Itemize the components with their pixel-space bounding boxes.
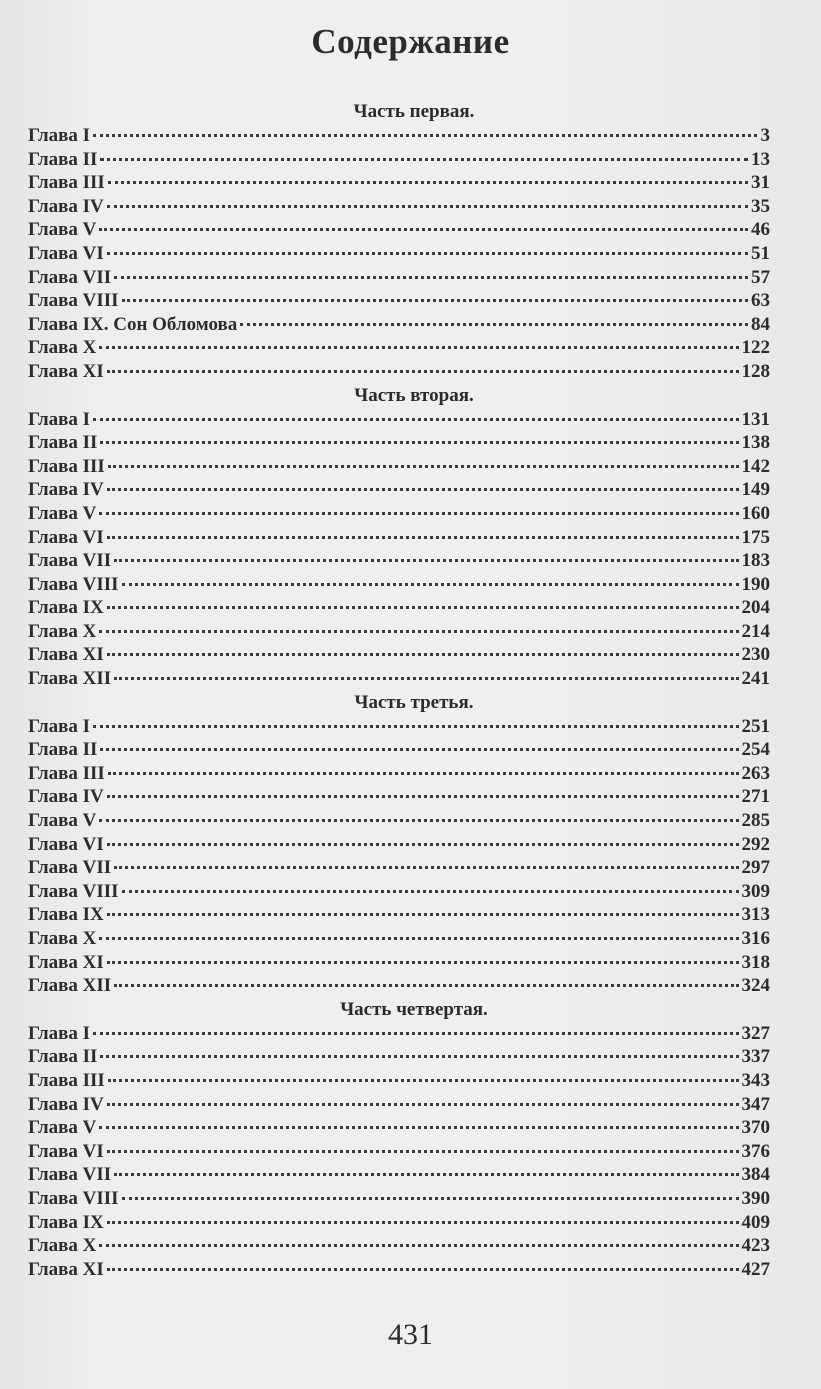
- dot-leader: [107, 606, 739, 609]
- page-number: 431: [388, 1318, 433, 1351]
- chapter-page-number: 316: [741, 928, 770, 949]
- chapter-label: Глава I: [28, 715, 91, 737]
- chapter-page-number: 343: [741, 1069, 770, 1091]
- dot-leader: [99, 937, 738, 940]
- chapter-page-number: 390: [741, 1187, 770, 1209]
- dot-leader: [122, 583, 739, 586]
- chapter-label: Глава VIII: [28, 290, 119, 312]
- chapter-label: Глава VI: [28, 242, 104, 264]
- dot-leader: [108, 1079, 739, 1082]
- toc-entry: [28, 502, 770, 526]
- chapter-label: Глава VIII: [28, 1187, 119, 1209]
- chapter-page-number: 131: [741, 408, 770, 430]
- toc-entry: [28, 1022, 770, 1046]
- chapter-label: Глава VIII: [28, 880, 119, 902]
- toc-entry: [28, 1069, 770, 1093]
- chapter-label: Глава VI: [28, 833, 104, 855]
- dot-leader: [99, 819, 738, 822]
- toc-entry: [28, 171, 770, 195]
- chapter-page-number: 254: [741, 739, 770, 761]
- chapter-label: Глава X: [28, 337, 97, 359]
- dot-leader: [240, 323, 748, 326]
- toc-entry: [28, 620, 770, 644]
- chapter-label: Глава IX: [28, 1211, 104, 1233]
- chapter-label: Глава VI: [28, 526, 104, 548]
- dot-leader: [93, 134, 757, 137]
- chapter-page-number: 427: [741, 1258, 770, 1280]
- toc-entry: [28, 124, 770, 148]
- page-title: Содержание: [311, 22, 510, 61]
- chapter-page-number: 160: [741, 502, 770, 524]
- chapter-label: Глава V: [28, 502, 97, 524]
- chapter-label: Глава XI: [28, 1258, 104, 1280]
- dot-leader: [114, 276, 748, 279]
- dot-leader: [107, 1268, 739, 1271]
- chapter-page-number: 324: [741, 975, 770, 997]
- dot-leader: [93, 418, 738, 421]
- toc-entry: [28, 1187, 770, 1211]
- dot-leader: [114, 677, 738, 680]
- chapter-page-number: 327: [741, 1022, 770, 1044]
- chapter-page-number: 384: [741, 1164, 770, 1186]
- dot-leader: [122, 1197, 739, 1200]
- toc-entry: [28, 1163, 770, 1187]
- toc-entry: [28, 903, 770, 927]
- chapter-page-number: 13: [751, 148, 770, 170]
- dot-leader: [107, 961, 739, 964]
- chapter-page-number: 251: [741, 715, 770, 737]
- chapter-page-number: 142: [741, 455, 770, 477]
- dot-leader: [99, 630, 738, 633]
- dot-leader: [114, 559, 738, 562]
- part-heading: Часть третья.: [354, 691, 474, 713]
- chapter-label: Глава IX: [28, 597, 104, 619]
- chapter-label: Глава XII: [28, 975, 112, 997]
- toc-entry: [28, 738, 770, 762]
- dot-leader: [122, 299, 748, 302]
- toc-entry: [28, 431, 770, 455]
- chapter-label: Глава IV: [28, 786, 104, 808]
- dot-leader: [107, 1103, 739, 1106]
- chapter-label: Глава VII: [28, 1164, 112, 1186]
- toc-entry: [28, 596, 770, 620]
- chapter-page-number: 63: [751, 290, 770, 312]
- chapter-page-number: 183: [741, 550, 770, 572]
- chapter-page-number: 285: [741, 810, 770, 832]
- toc-entry: [28, 218, 770, 242]
- dot-leader: [114, 984, 738, 987]
- chapter-label: Глава I: [28, 125, 91, 146]
- chapter-label: Глава V: [28, 810, 97, 832]
- dot-leader: [107, 1150, 739, 1153]
- dot-leader: [107, 843, 739, 846]
- dot-leader: [114, 866, 738, 869]
- chapter-page-number: 3: [760, 125, 770, 146]
- chapter-page-number: 423: [741, 1235, 770, 1257]
- chapter-label: Глава II: [28, 739, 98, 761]
- chapter-page-number: 376: [741, 1140, 770, 1162]
- chapter-label: Глава VII: [28, 266, 112, 288]
- chapter-page-number: 122: [741, 337, 770, 359]
- chapter-label: Глава V: [28, 219, 97, 241]
- chapter-label: Глава III: [28, 762, 105, 784]
- chapter-page-number: 46: [751, 219, 770, 241]
- chapter-page-number: 57: [751, 266, 770, 288]
- chapter-page-number: 149: [741, 479, 770, 501]
- chapter-label: Глава X: [28, 928, 97, 949]
- chapter-page-number: 204: [741, 597, 770, 619]
- chapter-page-number: 370: [741, 1117, 770, 1139]
- toc-entry: [28, 1234, 770, 1258]
- dot-leader: [114, 1173, 738, 1176]
- dot-leader: [107, 370, 739, 373]
- chapter-label: Глава VII: [28, 550, 112, 572]
- toc-entry: [28, 1045, 770, 1069]
- chapter-page-number: 214: [741, 620, 770, 642]
- toc-entry: [28, 643, 770, 667]
- chapter-page-number: 128: [741, 360, 770, 382]
- toc-entry: [28, 974, 770, 998]
- chapter-label: Глава IV: [28, 479, 104, 501]
- chapter-page-number: 318: [741, 951, 770, 973]
- toc-entry: [28, 809, 770, 833]
- toc-entry: [28, 1140, 770, 1164]
- chapter-label: Глава V: [28, 1117, 97, 1139]
- dot-leader: [108, 772, 739, 775]
- chapter-page-number: 190: [741, 573, 770, 595]
- dot-leader: [93, 725, 738, 728]
- chapter-page-number: 263: [741, 762, 770, 784]
- table-of-contents: [28, 100, 770, 1281]
- part-heading: Часть первая.: [353, 101, 475, 122]
- dot-leader: [107, 1221, 739, 1224]
- toc-entry: [28, 478, 770, 502]
- chapter-page-number: 138: [741, 432, 770, 454]
- chapter-page-number: 51: [751, 242, 770, 264]
- dot-leader: [99, 228, 748, 231]
- toc-entry: [28, 880, 770, 904]
- dot-leader: [100, 748, 738, 751]
- toc-entry: [28, 785, 770, 809]
- chapter-page-number: 313: [741, 904, 770, 926]
- dot-leader: [99, 1244, 738, 1247]
- dot-leader: [99, 1126, 738, 1129]
- chapter-label: Глава XI: [28, 644, 104, 666]
- toc-entry: [28, 336, 770, 360]
- chapter-label: Глава XII: [28, 668, 112, 690]
- chapter-page-number: 409: [741, 1211, 770, 1233]
- dot-leader: [107, 536, 739, 539]
- chapter-label: Глава VI: [28, 1140, 104, 1162]
- toc-entry: [28, 856, 770, 880]
- chapter-label: Глава XI: [28, 951, 104, 973]
- chapter-label: Глава II: [28, 432, 98, 454]
- chapter-page-number: 337: [741, 1046, 770, 1068]
- chapter-label: Глава VIII: [28, 573, 119, 595]
- chapter-page-number: 347: [741, 1093, 770, 1115]
- dot-leader: [107, 913, 739, 916]
- chapter-label: Глава X: [28, 1235, 97, 1257]
- chapter-label: Глава III: [28, 172, 105, 194]
- toc-entry: [28, 667, 770, 691]
- dot-leader: [100, 1055, 738, 1058]
- toc-entry: [28, 927, 770, 951]
- chapter-page-number: 292: [741, 833, 770, 855]
- dot-leader: [122, 890, 739, 893]
- dot-leader: [107, 205, 748, 208]
- toc-entry: [28, 715, 770, 739]
- chapter-label: Глава IV: [28, 1093, 104, 1115]
- toc-entry: [28, 313, 770, 337]
- toc-entry: [28, 526, 770, 550]
- toc-entry: [28, 833, 770, 857]
- part-heading: Часть четвертая.: [340, 998, 488, 1020]
- dot-leader: [108, 465, 739, 468]
- chapter-label: Глава III: [28, 455, 105, 477]
- dot-leader: [99, 346, 738, 349]
- toc-entry: [28, 951, 770, 975]
- chapter-label: Глава II: [28, 148, 98, 170]
- toc-entry: [28, 242, 770, 266]
- chapter-label: Глава I: [28, 408, 91, 430]
- toc-entry: [28, 408, 770, 432]
- chapter-page-number: 297: [741, 857, 770, 879]
- toc-entry: [28, 1093, 770, 1117]
- chapter-page-number: 230: [741, 644, 770, 666]
- chapter-page-number: 309: [741, 880, 770, 902]
- chapter-label: Глава IV: [28, 195, 104, 217]
- toc-entry: [28, 1211, 770, 1235]
- dot-leader: [108, 181, 748, 184]
- chapter-label: Глава VII: [28, 857, 112, 879]
- dot-leader: [93, 1032, 738, 1035]
- toc-entry: [28, 455, 770, 479]
- chapter-label: Глава X: [28, 620, 97, 642]
- toc-entry: [28, 1258, 770, 1282]
- toc-entry: [28, 762, 770, 786]
- dot-leader: [100, 441, 738, 444]
- toc-entry: [28, 289, 770, 313]
- dot-leader: [99, 512, 738, 515]
- chapter-page-number: 271: [741, 786, 770, 808]
- part-heading: Часть вторая.: [354, 384, 474, 406]
- dot-leader: [107, 488, 739, 491]
- chapter-page-number: 35: [751, 195, 770, 217]
- chapter-page-number: 241: [741, 668, 770, 690]
- toc-entry: [28, 573, 770, 597]
- chapter-page-number: 84: [751, 313, 770, 335]
- dot-leader: [107, 653, 739, 656]
- chapter-label: Глава IX: [28, 904, 104, 926]
- toc-entry: [28, 195, 770, 219]
- chapter-label: Глава II: [28, 1046, 98, 1068]
- toc-entry: [28, 148, 770, 172]
- chapter-label: Глава I: [28, 1022, 91, 1044]
- chapter-page-number: 31: [751, 172, 770, 194]
- dot-leader: [100, 158, 748, 161]
- chapter-label: Глава IX. Сон Обломова: [28, 313, 238, 335]
- chapter-page-number: 175: [741, 526, 770, 548]
- toc-entry: [28, 360, 770, 384]
- toc-entry: [28, 266, 770, 290]
- toc-entry: [28, 549, 770, 573]
- chapter-label: Глава III: [28, 1069, 105, 1091]
- dot-leader: [107, 252, 748, 255]
- chapter-label: Глава XI: [28, 360, 104, 382]
- dot-leader: [107, 795, 739, 798]
- toc-entry: [28, 1116, 770, 1140]
